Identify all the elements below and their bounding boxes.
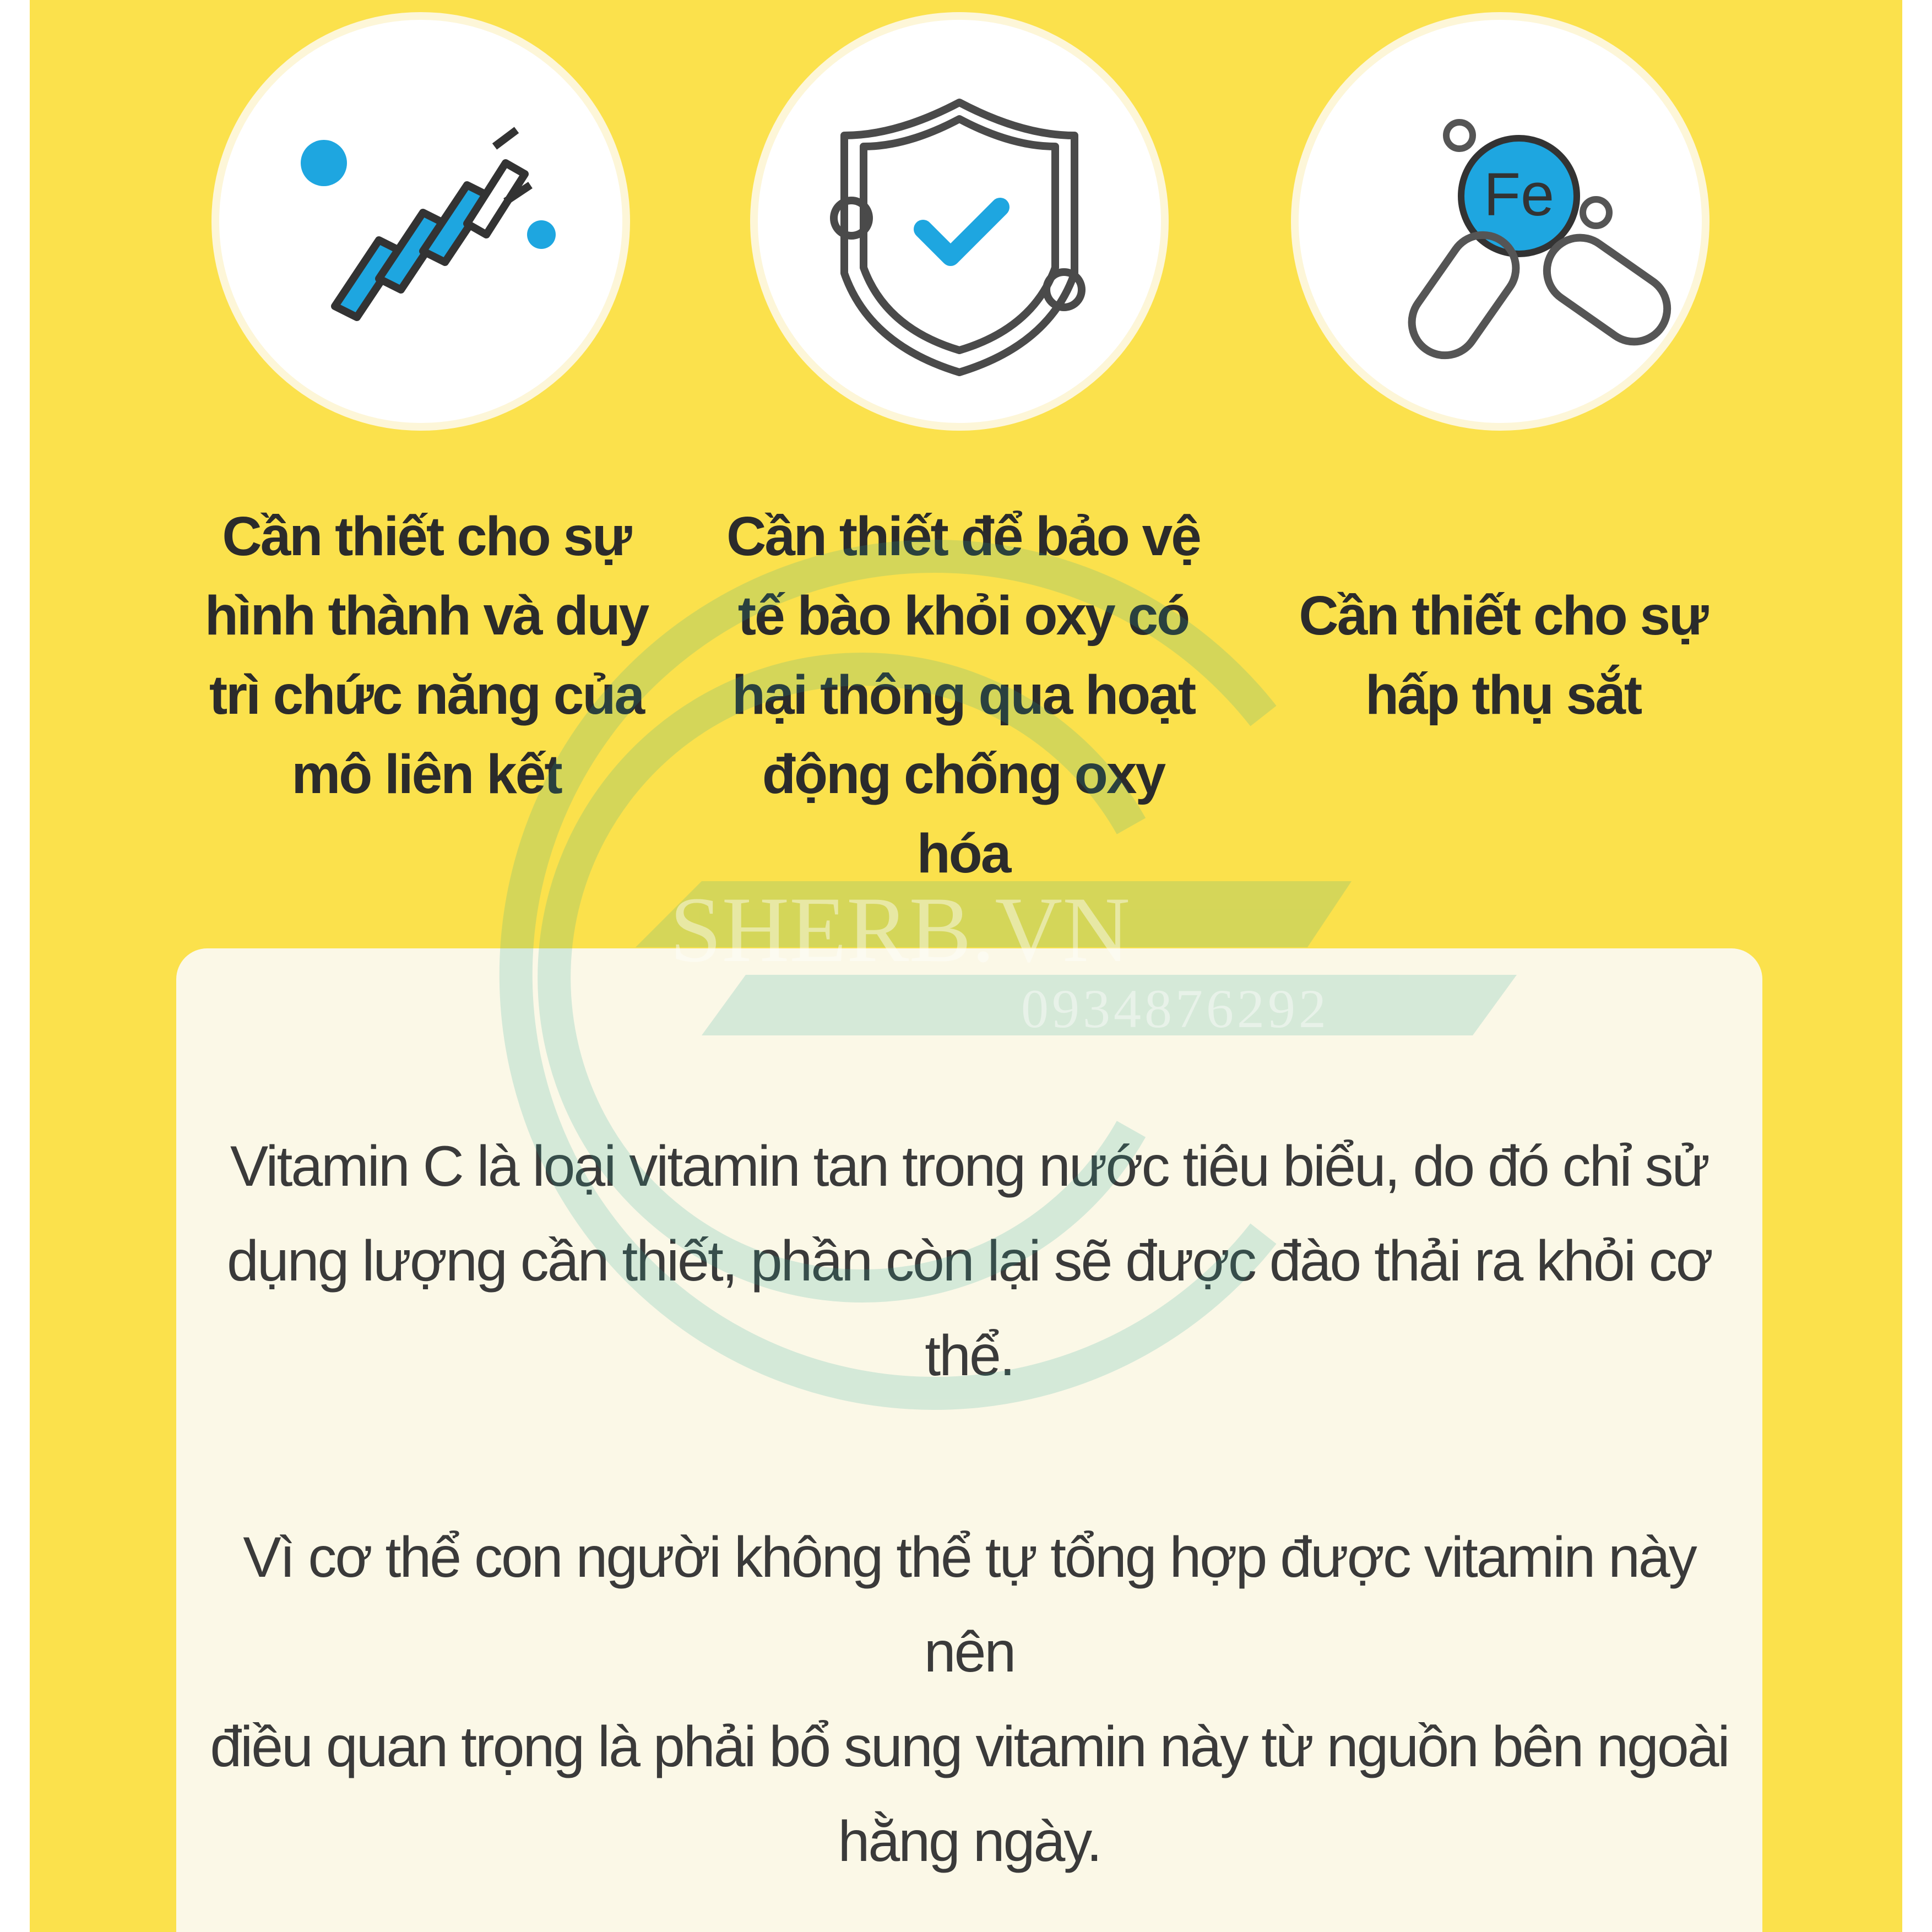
feature-circle-antioxidant [750,12,1169,431]
feature-text-iron-absorption: Cần thiết cho sự hấp thụ sắt [1299,585,1707,726]
info-paragraph-cannot-synthesize: Vì cơ thể con người không thể tự tổng hợp được vitamin này nên [243,1526,1696,1684]
feature-circle-iron-absorption [1291,12,1710,431]
info-paragraph-water-soluble: Vitamin C là loại vitamin tan trong nước tiêu biểu, do đó chỉ sử dụng lượng cần thiết, phần còn lại sẽ được đào thải ra khỏi cơ thể. [227,1135,1712,1388]
iron-symbol-label: Fe [1483,161,1555,229]
feature-text-antioxidant: Cần thiết để bảo vệ tế bào khỏi oxy có hại thông qua hoạt động chống oxy hóa [726,506,1200,884]
info-paragraph-supplement-daily: điều quan trọng là phải bổ sung vitamin này từ nguồn bên ngoài hằng ngày. [210,1715,1729,1874]
watermark-brand: SHERB.VN [670,878,1130,981]
dna-helix-icon [219,20,622,423]
shield-check-icon [758,20,1161,423]
info-box [176,948,1762,1932]
vitamin-c-panel [30,0,1902,1932]
feature-circle-connective-tissue [211,12,630,431]
iron-capsule-icon [1299,20,1702,423]
watermark-phone: 0934876292 [1021,978,1329,1039]
feature-text-connective-tissue: Cần thiết cho sự hình thành và duy trì chức năng của mô liên kết [204,506,648,805]
